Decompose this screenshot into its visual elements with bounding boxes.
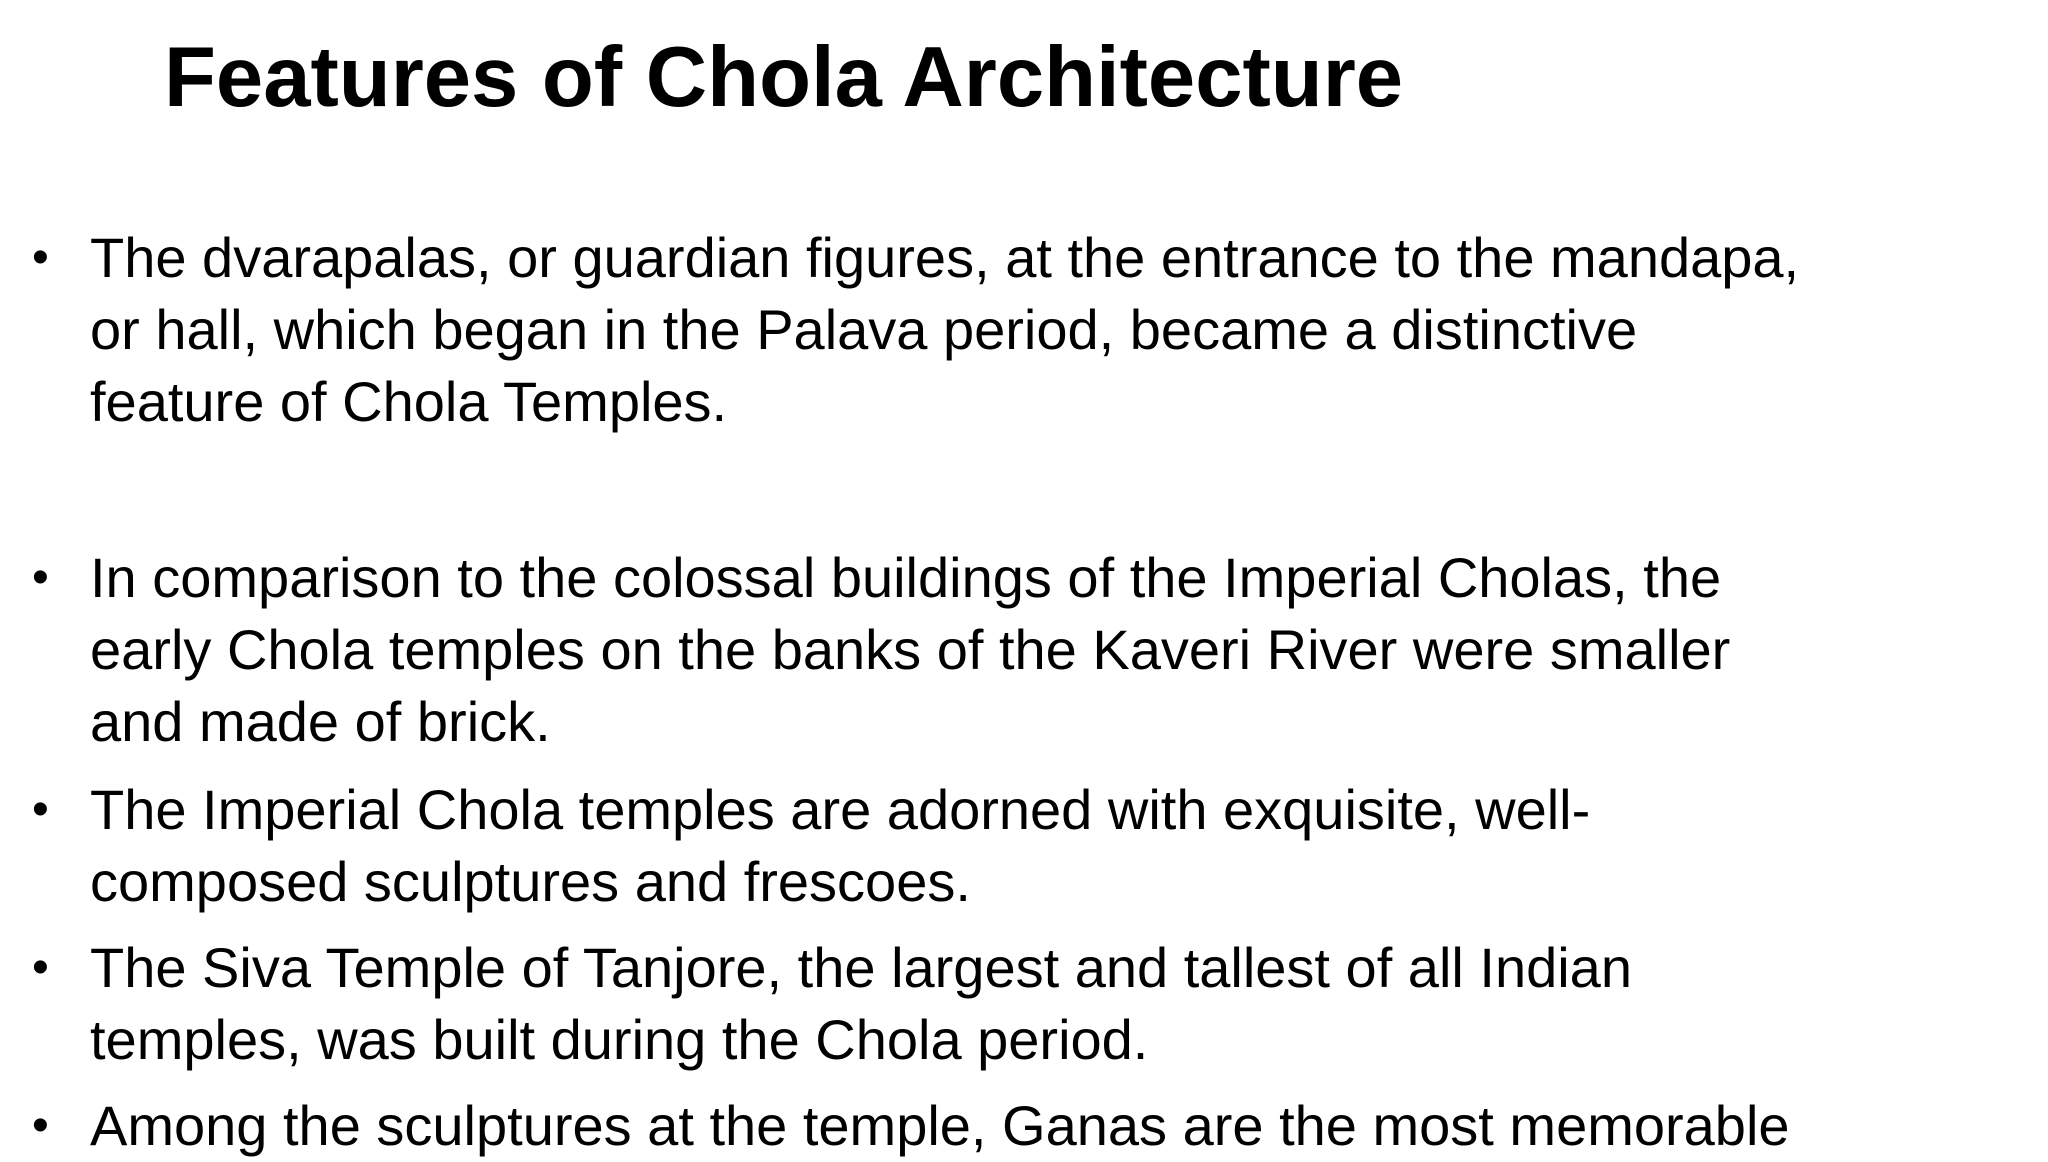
- bullet-text-line: feature of Chola Temples.: [90, 370, 728, 433]
- bullet-dot: •: [32, 231, 49, 284]
- bullet-item-5: [32, 1090, 1990, 1162]
- bullet-dot: •: [32, 941, 49, 994]
- bullet-item-4: [32, 932, 1990, 1076]
- bullet-item-2: [32, 542, 1990, 758]
- bullet-dot: •: [32, 783, 49, 836]
- slide-title: Features of Chola Architecture: [164, 30, 1404, 125]
- bullet-dot: •: [32, 1099, 49, 1152]
- bullet-text-line: composed sculptures and frescoes.: [90, 850, 971, 913]
- bullet-text-line: or hall, which began in the Palava period, became a distinctive: [90, 298, 1638, 361]
- bullet-text-line: and made of brick.: [90, 690, 551, 753]
- bullet-text-line: The Siva Temple of Tanjore, the largest and tallest of all Indian: [90, 936, 1632, 999]
- bullet-text-line: The Imperial Chola temples are adorned with exquisite, well-: [90, 778, 1591, 841]
- bullet-text-line: The dvarapalas, or guardian figures, at the entrance to the mandapa,: [90, 226, 1800, 289]
- bullet-text-line: early Chola temples on the banks of the Kaveri River were smaller: [90, 618, 1731, 681]
- bullet-text-line: temples, was built during the Chola period.: [90, 1008, 1149, 1071]
- bullet-text-line: In comparison to the colossal buildings of the Imperial Cholas, the: [90, 546, 1722, 609]
- bullet-dot: •: [32, 551, 49, 604]
- bullet-item-1: [32, 222, 1990, 438]
- bullet-text-line: Among the sculptures at the temple, Ganas are the most memorable: [90, 1094, 1790, 1157]
- bullet-item-3: [32, 774, 1990, 918]
